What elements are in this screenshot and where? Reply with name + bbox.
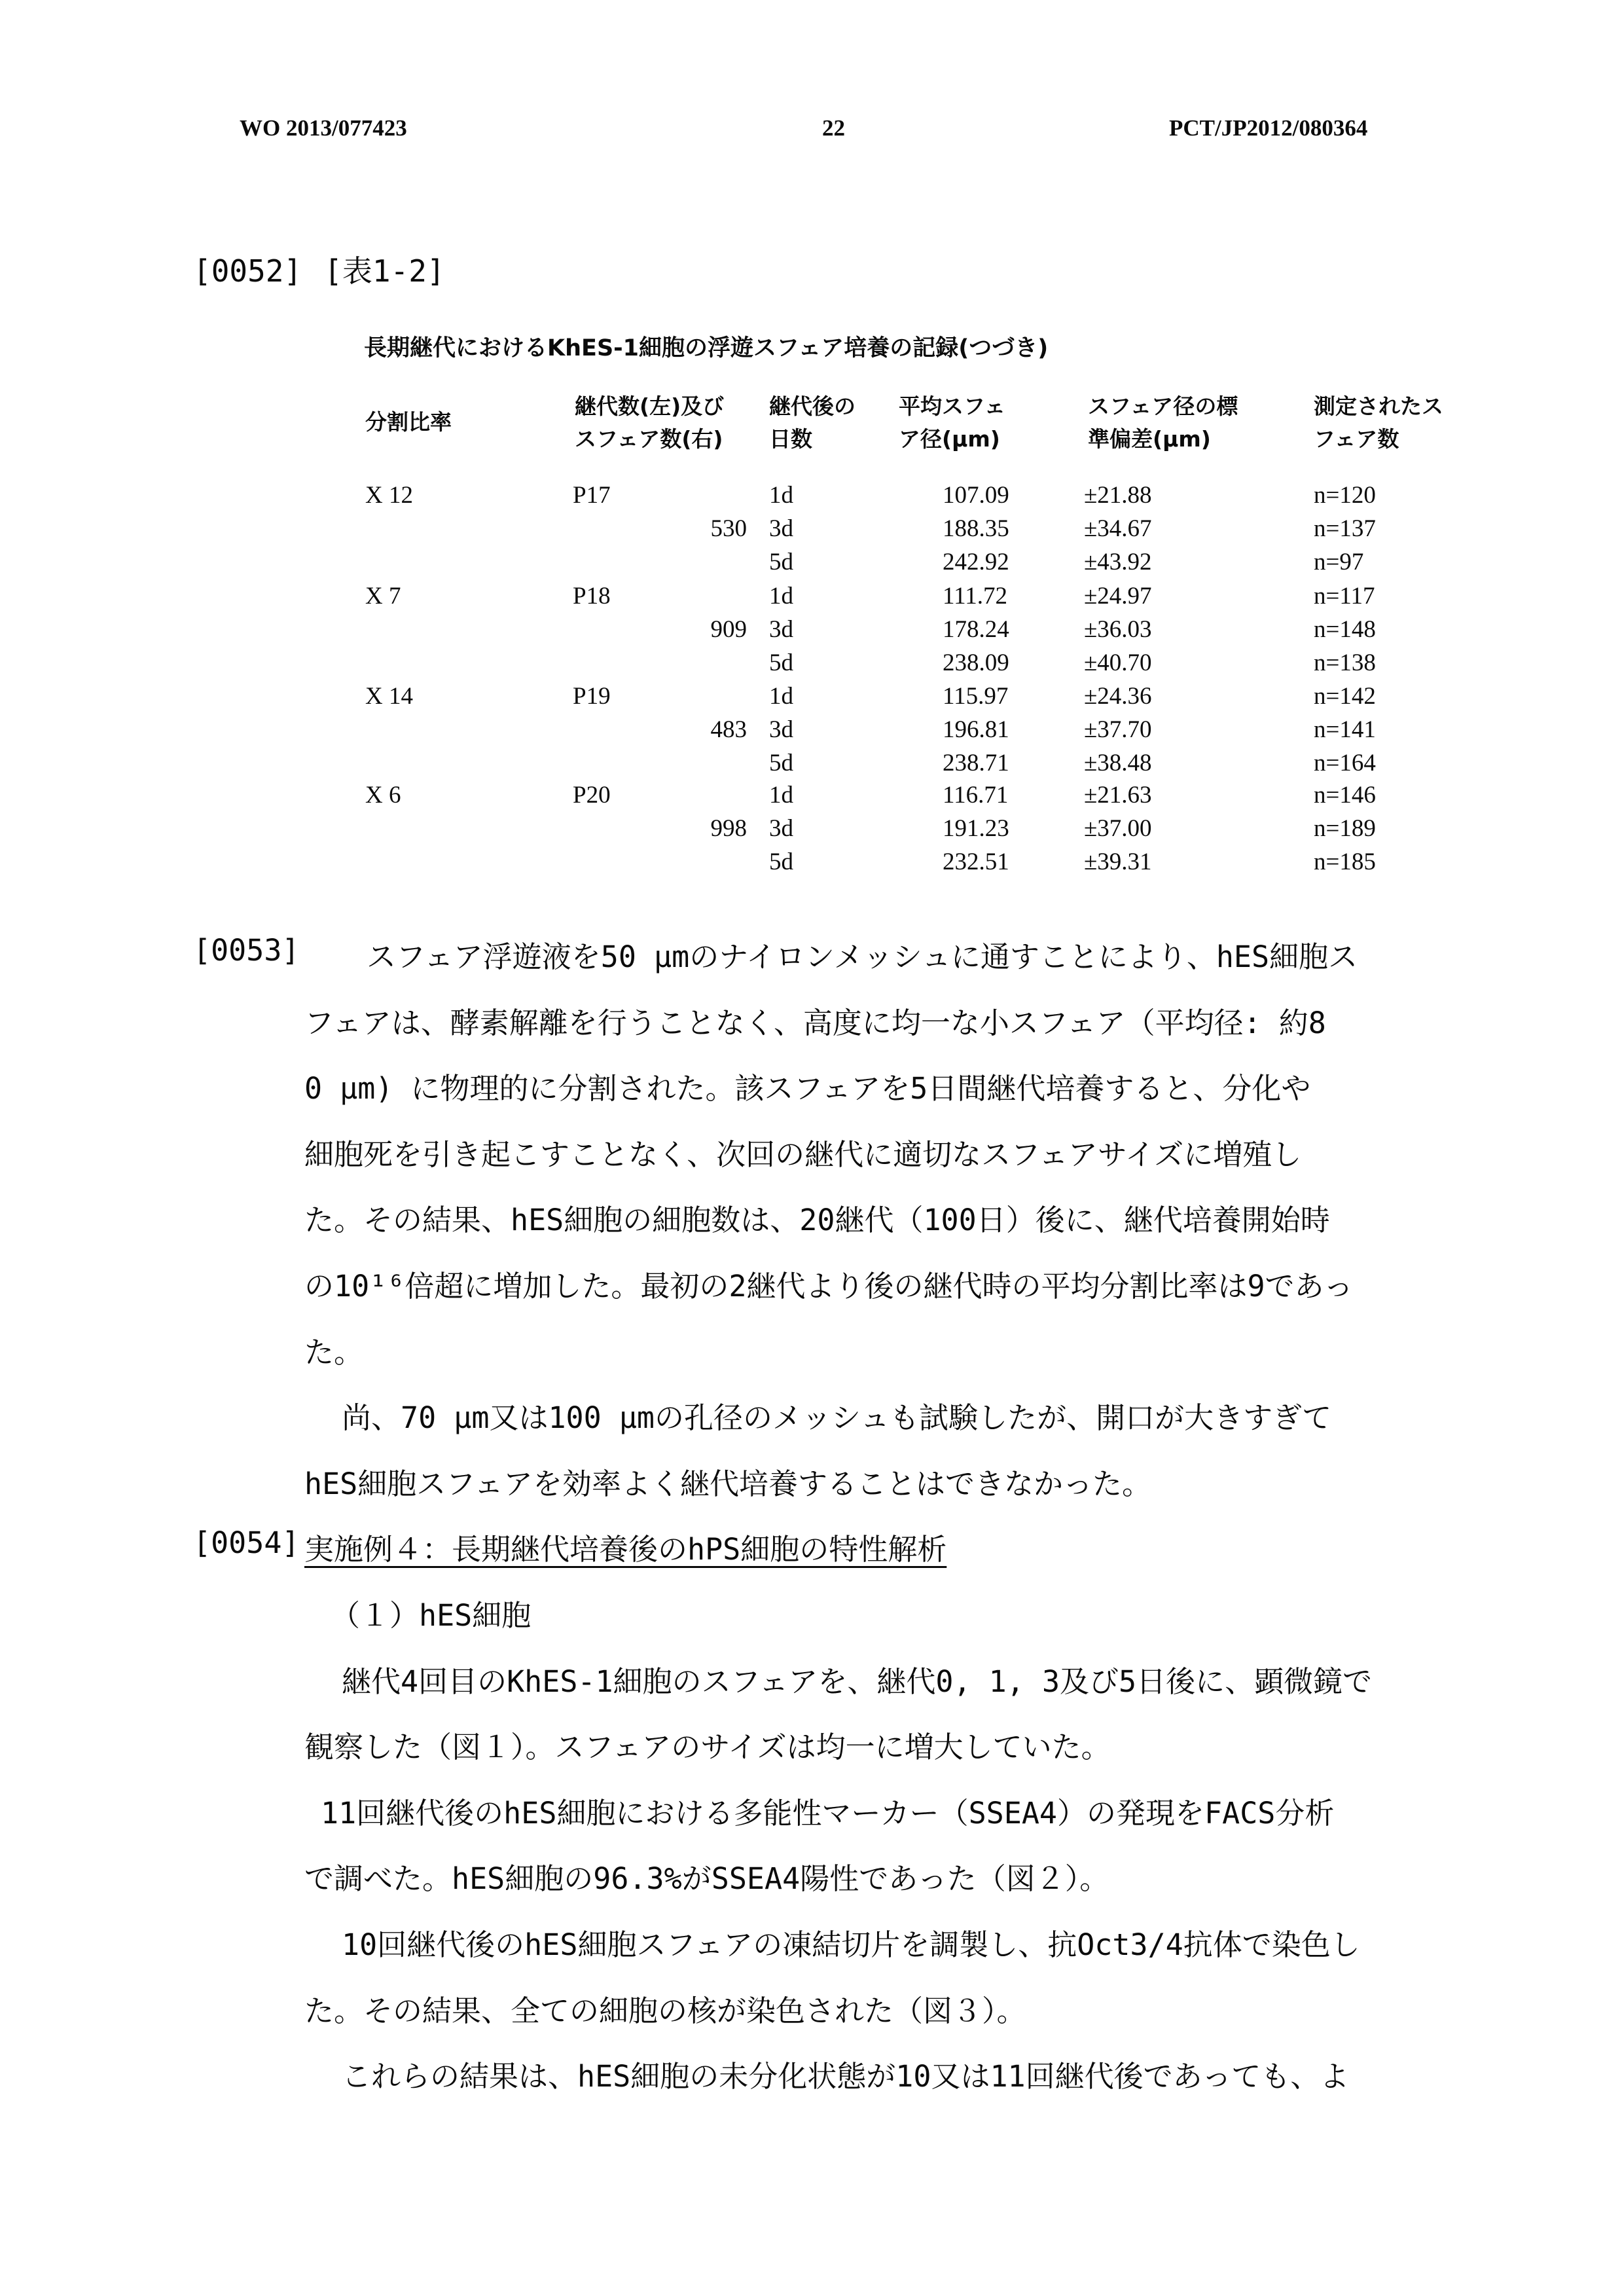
- body-text: スフェア浮遊液を50 μmのナイロンメッシュに通すことにより、hES細胞ス: [367, 939, 1358, 974]
- day-cell: 1d: [769, 683, 793, 710]
- table-title: 長期継代におけるKhES-1細胞の浮遊スフェア培養の記録(つづき): [364, 335, 1049, 361]
- table-label: [表1-2]: [324, 253, 445, 289]
- column-header-text: 平均スフェ: [899, 393, 1006, 419]
- sd-cell: ±36.03: [1084, 616, 1152, 643]
- body-text: 10回継代後のhES細胞スフェアの凍結切片を調製し、抗Oct3/4抗体で染色し: [342, 1927, 1360, 1962]
- table-row: [0, 716, 1622, 749]
- column-header-text: 日数: [769, 426, 812, 452]
- n-cell: n=148: [1314, 616, 1376, 643]
- table-row: [0, 814, 1622, 848]
- body-line: [0, 1855, 1622, 1894]
- column-header-text: スフェア径の標: [1088, 393, 1238, 419]
- column-header-text: 準偏差(μm): [1088, 426, 1211, 452]
- column-header-sd: [1088, 390, 1238, 456]
- day-cell: 1d: [769, 782, 793, 809]
- sd-cell: ±37.00: [1084, 815, 1152, 842]
- sd-cell: ±37.70: [1084, 716, 1152, 743]
- mean-diameter-cell: 191.23: [943, 815, 1009, 842]
- body-text: 尚、70 μm又は100 μmの孔径のメッシュも試験したが、開口が大きすぎて: [342, 1400, 1332, 1435]
- body-text: hES細胞スフェアを効率よく継代培養することはできなかった。: [304, 1467, 1152, 1501]
- n-cell: n=146: [1314, 782, 1376, 809]
- body-line: [0, 1131, 1622, 1170]
- column-header-split-ratio: [365, 406, 452, 439]
- column-header-days: [769, 390, 856, 456]
- application-number: PCT/JP2012/080364: [1169, 115, 1368, 141]
- sd-cell: ±21.88: [1084, 482, 1152, 509]
- n-cell: n=141: [1314, 716, 1376, 743]
- sphere-count-cell: 998: [710, 815, 747, 842]
- sphere-count-cell: 483: [710, 716, 747, 743]
- paragraph-number: [0052]: [193, 253, 302, 289]
- passage-cell: P18: [573, 583, 611, 610]
- body-line: [0, 1987, 1622, 2026]
- n-cell: n=164: [1314, 750, 1376, 776]
- passage-cell: P19: [573, 683, 611, 710]
- sd-cell: ±38.48: [1084, 750, 1152, 776]
- body-line: [0, 933, 1622, 972]
- split-ratio-cell: X 7: [365, 583, 401, 610]
- body-text: （１）hES細胞: [331, 1598, 532, 1633]
- body-line: [0, 1723, 1622, 1762]
- mean-diameter-cell: 178.24: [943, 616, 1009, 643]
- body-text: フェアは、酵素解離を行うことなく、高度に均一な小スフェア（平均径: 約8: [304, 1006, 1326, 1040]
- column-header-text: 継代後の: [769, 393, 856, 419]
- body-text: の10¹⁶倍超に増加した。最初の2継代より後の継代時の平均分割比率は9であっ: [304, 1269, 1354, 1303]
- day-cell: 5d: [769, 549, 793, 575]
- mean-diameter-cell: 238.71: [943, 750, 1009, 776]
- body-line: [0, 1065, 1622, 1104]
- day-cell: 5d: [769, 848, 793, 875]
- body-text: た。その結果、hES細胞の細胞数は、20継代（100日）後に、継代培養開始時: [304, 1203, 1330, 1237]
- column-header-text: 継代数(左)及び: [575, 393, 725, 419]
- day-cell: 5d: [769, 750, 793, 776]
- table-row: [0, 781, 1622, 814]
- mean-diameter-cell: 107.09: [943, 482, 1009, 509]
- sphere-count-cell: 530: [710, 515, 747, 542]
- body-text: 細胞死を引き起こすことなく、次回の継代に適切なスフェアサイズに増殖し: [304, 1137, 1302, 1172]
- table-row: [0, 749, 1622, 782]
- sd-cell: ±43.92: [1084, 549, 1152, 575]
- n-cell: n=189: [1314, 815, 1376, 842]
- n-cell: n=138: [1314, 649, 1376, 676]
- split-ratio-cell: X 12: [365, 482, 413, 509]
- day-cell: 3d: [769, 616, 793, 643]
- body-line: [0, 1460, 1622, 1499]
- column-header-passage-spheres: [575, 390, 724, 456]
- body-text: これらの結果は、hES細胞の未分化状態が10又は11回継代後であっても、よ: [342, 2059, 1350, 2094]
- sd-cell: ±34.67: [1084, 515, 1152, 542]
- body-line: [0, 999, 1622, 1038]
- sd-cell: ±24.36: [1084, 683, 1152, 710]
- body-line: [0, 1525, 1622, 1565]
- day-cell: 3d: [769, 716, 793, 743]
- body-line: [0, 1658, 1622, 1697]
- body-line: [0, 2052, 1622, 2092]
- mean-diameter-cell: 188.35: [943, 515, 1009, 542]
- column-header-text: 測定されたス: [1314, 393, 1443, 419]
- n-cell: n=120: [1314, 482, 1376, 509]
- day-cell: 1d: [769, 482, 793, 509]
- body-text: 観察した（図１）。スフェアのサイズは均一に増大していた。: [304, 1730, 1111, 1764]
- body-text: 継代4回目のKhES-1細胞のスフェアを、継代0, 1, 3及び5日後に、顕微鏡で: [342, 1664, 1373, 1699]
- day-cell: 5d: [769, 649, 793, 676]
- body-line: [0, 1921, 1622, 1960]
- body-line: [0, 1394, 1622, 1433]
- n-cell: n=117: [1314, 583, 1375, 610]
- paragraph-number: [0053]: [193, 933, 300, 968]
- table-row: [0, 848, 1622, 881]
- passage-cell: P17: [573, 482, 611, 509]
- body-line: [0, 1328, 1622, 1368]
- body-text: た。: [304, 1335, 364, 1370]
- table-row: [0, 582, 1622, 615]
- table-row: [0, 481, 1622, 515]
- table-row: [0, 682, 1622, 716]
- table-row: [0, 615, 1622, 649]
- column-header-mean-diameter: [899, 390, 1005, 456]
- body-line: [0, 1262, 1622, 1302]
- n-cell: n=137: [1314, 515, 1376, 542]
- sd-cell: ±40.70: [1084, 649, 1152, 676]
- column-header-text: ア径(μm): [899, 426, 1000, 452]
- body-line: [0, 1789, 1622, 1829]
- n-cell: n=97: [1314, 549, 1364, 575]
- table-row: [0, 515, 1622, 548]
- body-line: [0, 1196, 1622, 1235]
- n-cell: n=142: [1314, 683, 1376, 710]
- sd-cell: ±39.31: [1084, 848, 1152, 875]
- mean-diameter-cell: 115.97: [943, 683, 1009, 710]
- mean-diameter-cell: 242.92: [943, 549, 1009, 575]
- sd-cell: ±21.63: [1084, 782, 1152, 809]
- passage-cell: P20: [573, 782, 611, 809]
- page-number: 22: [822, 115, 845, 141]
- day-cell: 3d: [769, 515, 793, 542]
- split-ratio-cell: X 6: [365, 782, 401, 809]
- body-text: た。その結果、全ての細胞の核が染色された（図３）。: [304, 1994, 1026, 2028]
- table-row: [0, 649, 1622, 682]
- paragraph-0052: [193, 247, 445, 291]
- column-header-text: スフェア数(右): [575, 426, 723, 452]
- column-header-text: フェア数: [1314, 426, 1399, 452]
- body-line: [0, 1592, 1622, 1631]
- example-heading: 実施例４：長期継代培養後のhPS細胞の特性解析: [304, 1532, 947, 1567]
- mean-diameter-cell: 232.51: [943, 848, 1009, 875]
- paragraph-number: [0054]: [193, 1525, 300, 1560]
- n-cell: n=185: [1314, 848, 1376, 875]
- body-text: 11回継代後のhES細胞における多能性マーカー（SSEA4）の発現をFACS分析: [321, 1796, 1335, 1831]
- day-cell: 1d: [769, 583, 793, 610]
- publication-number: WO 2013/077423: [240, 115, 407, 141]
- day-cell: 3d: [769, 815, 793, 842]
- body-text: 0 μm) に物理的に分割された。該スフェアを5日間継代培養すると、分化や: [304, 1071, 1311, 1106]
- mean-diameter-cell: 238.09: [943, 649, 1009, 676]
- table-row: [0, 548, 1622, 581]
- column-header-text: 分割比率: [365, 409, 452, 435]
- column-header-n-measured: [1314, 390, 1443, 456]
- sd-cell: ±24.97: [1084, 583, 1152, 610]
- mean-diameter-cell: 116.71: [943, 782, 1009, 809]
- split-ratio-cell: X 14: [365, 683, 413, 710]
- body-text: で調べた。hES細胞の96.3%がSSEA4陽性であった（図２）。: [304, 1861, 1109, 1896]
- mean-diameter-cell: 111.72: [943, 583, 1008, 610]
- mean-diameter-cell: 196.81: [943, 716, 1009, 743]
- sphere-count-cell: 909: [710, 616, 747, 643]
